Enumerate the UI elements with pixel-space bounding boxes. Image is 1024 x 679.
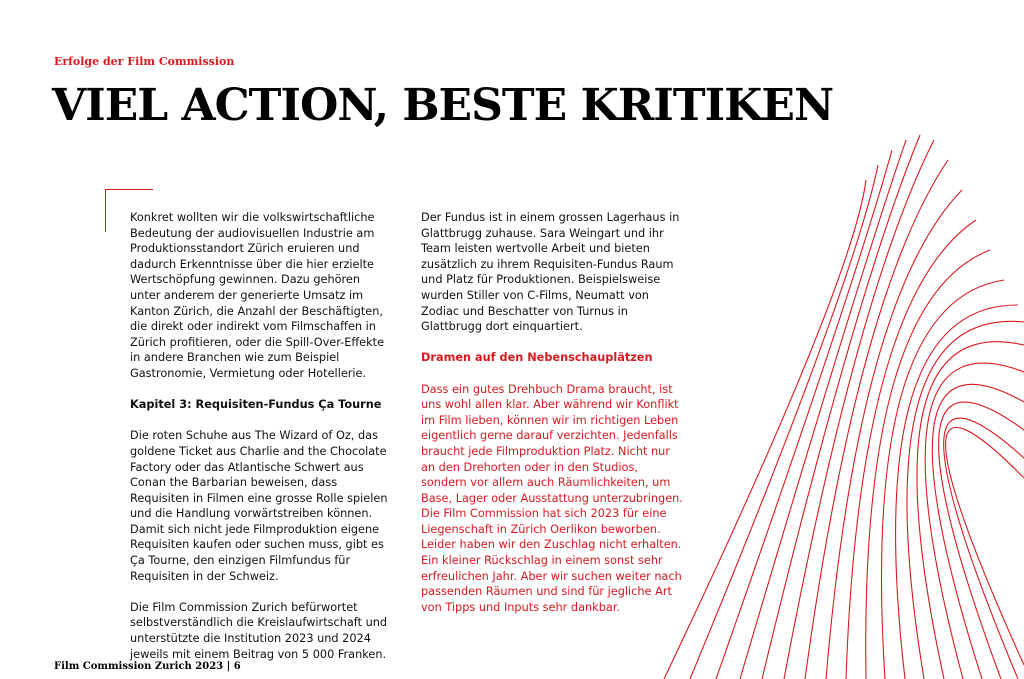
fan-line (846, 220, 976, 679)
drama-heading: Dramen auf den Nebenschauplätzen (421, 351, 653, 365)
fan-line (896, 305, 1018, 679)
fundus-paragraph: Der Fundus ist in einem grossen Lagerhaus in Glattbrugg zuhause. Sara Weingart und ihr Team leisten wertvolle Arbeit und bieten zusätzlich zu ihrem Requisiten-Fundus Raum und Platz für Produktionen. Beispielsweise wurden Stiller von C-Films, Neumatt von Zodiac und Beschatter von Turnus in Glattbrugg dort einquartiert. (421, 211, 680, 334)
drama-paragraph: Dass ein gutes Drehbuch Drama braucht, ist uns wohl allen klar. Aber während wir Konflikt im Film lieben, können wir im richtigen Leben eigentlich gerne darauf verzichten. Jedenfalls braucht jede Filmproduktion Platz. Nicht nur an den Drehorten oder in den Studios, sondern vor allem auch Räumlichkeiten, um Base, Lager oder Ausstattung unterzubringen. Die Film Commission hat sich 2023 für eine Liegenschaft in Zürich Oerlikon beworben. Leider haben wir den Zuschlag nicht erhalten. Ein kleiner Rückschlag in einem sonst sehr erfreulichen Jahr. Aber wir suchen weiter nach passenden Räumen und sind für jegliche Art von Tipps und Inputs sehr dankbar. (421, 382, 683, 614)
page-title: VIEL ACTION, BESTE KRITIKEN (52, 80, 834, 131)
chapter-paragraph: Die roten Schuhe aus The Wizard of Oz, das goldene Ticket aus Charlie and the Chocolate Factory oder das Atlantische Schwert aus Conan the Barbarian beweisen, dass Requisiten in Filmen eine grosse Rolle spielen und die Handlung vorwärtstreiben können. Damit sich nicht jede Filmproduktion eigene Requisiten kaufen oder suchen muss, gibt es Ça Tourne, den einzigen Filmfundus für Requisiten in der Schweiz. (130, 429, 388, 583)
chapter-heading: Kapitel 3: Requisiten-Fundus Ça Tourne (130, 398, 382, 412)
support-paragraph: Die Film Commission Zurich befürwortet selbstverständlich die Kreislaufwirtschaft und unterstützte die Institution 2023 und 2024 jeweils mit einem Beitrag von 5 000 Franken. (130, 600, 388, 661)
fan-line (882, 280, 1004, 679)
section-kicker: Erfolge der Film Commission (54, 55, 235, 68)
line-fan-group (664, 135, 1024, 679)
fan-line (740, 140, 906, 679)
intro-paragraph: Konkret wollten wir die volkswirtschaftliche Bedeutung der audiovisuellen Industrie am Produktionsstandort Zürich eruieren und dadurch Erkenntnisse über die hier erzielte Wertschöpfung gewinnen. Dazu gehören unter anderem der generierte Umsatz im Kanton Zürich, die Anzahl der Beschäftigten, die direkt oder indirekt vom Filmschaffen in Zürich profitieren, oder die Spill-Over-Effekte in andere Branchen wie zum Beispiel Gastronomie, Vermietung oder Hotellerie. (130, 211, 385, 380)
fan-line (664, 180, 866, 679)
fan-line (944, 418, 1024, 679)
fan-line (762, 135, 920, 679)
page-footer: Film Commission Zurich 2023 | 6 (54, 661, 241, 672)
fan-line (826, 190, 962, 679)
fan-line (866, 250, 990, 679)
fan-line (716, 150, 892, 679)
fan-line (784, 140, 934, 679)
